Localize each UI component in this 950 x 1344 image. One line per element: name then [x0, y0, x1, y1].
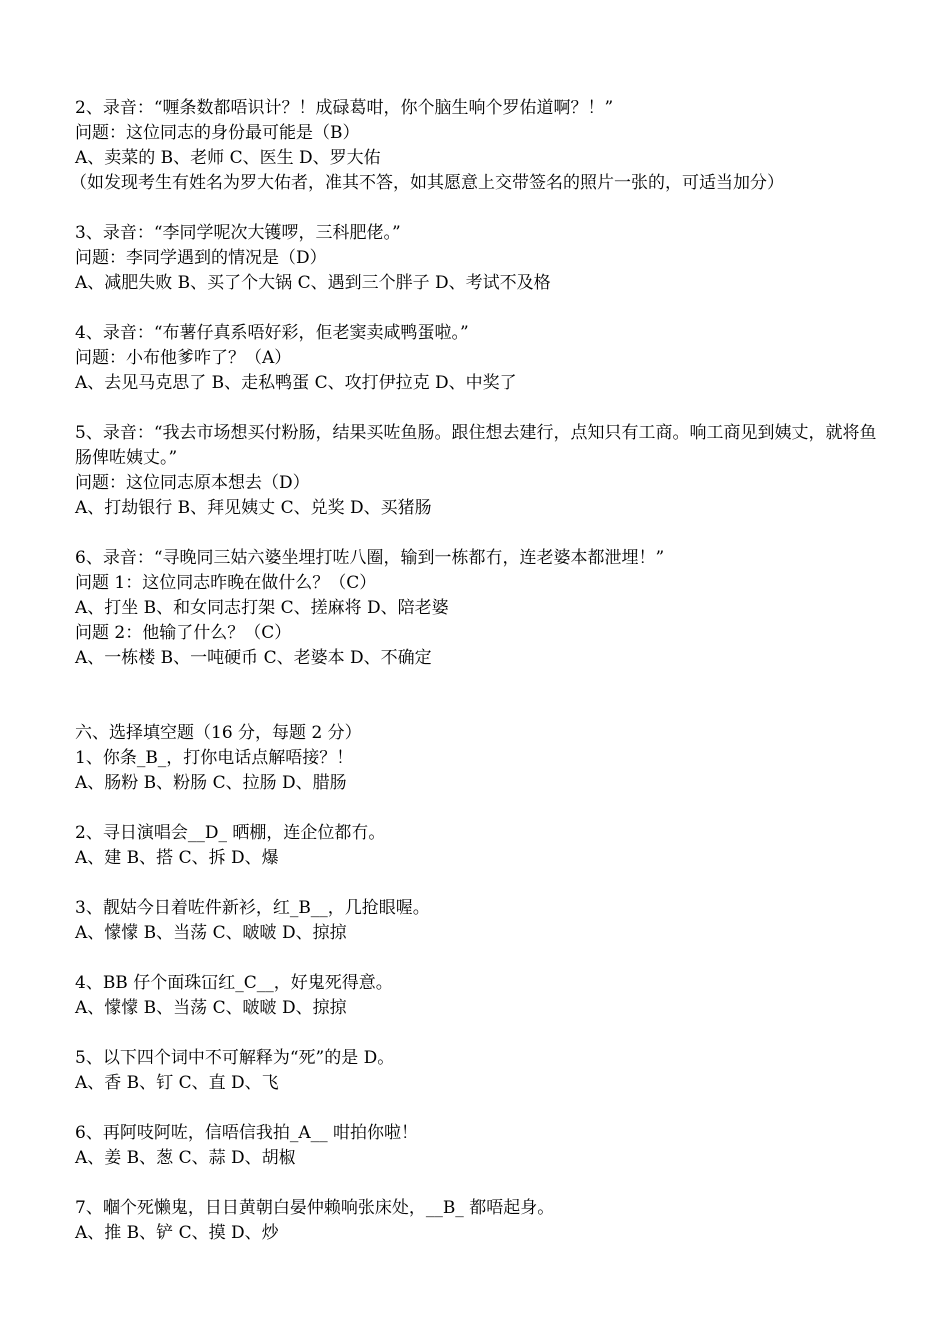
s6-q5: 5、以下四个词中不可解释为“死”的是 D。 [75, 1048, 395, 1068]
s6-q7: 7、嗰个死懒鬼，日日黄朝白晏仲赖响张床处，__B_ 都唔起身。 [75, 1198, 555, 1218]
spacer [75, 1021, 885, 1046]
spacer [75, 796, 885, 821]
s6-q2-options: A、建 B、搭 C、拆 D、爆 [75, 848, 279, 868]
spacer [75, 1096, 885, 1121]
q3-options: A、减肥失败 B、买了个大锅 C、遇到三个胖子 D、考试不及格 [75, 273, 551, 293]
spacer [75, 946, 885, 971]
q6-question-2: 问题 2：他输了什么？（C） [75, 623, 292, 643]
s6-q1: 1、你条_B_，打你电话点解唔接？！ [75, 748, 354, 768]
q6-options-2: A、一栋楼 B、一吨硬币 C、老婆本 D、不确定 [75, 648, 432, 668]
q5-question: 问题：这位同志原本想去（D） [75, 473, 310, 493]
q2-audio: 2、录音：“喱条数都唔识计？！成碌葛咁，你个脑生响个罗佑道啊？！” [75, 98, 614, 118]
s6-q3: 3、靓姑今日着咗件新衫，红_B__，几抢眼喔。 [75, 898, 430, 918]
spacer [75, 396, 885, 421]
q6-audio: 6、录音：“寻晚同三姑六婆坐埋打咗八圈，输到一栋都冇，连老婆本都泄埋！” [75, 548, 665, 568]
q3-question: 问题：李同学遇到的情况是（D） [75, 248, 327, 268]
section-6-title: 六、选择填空题（16 分，每题 2 分） [75, 723, 362, 743]
spacer [75, 671, 885, 721]
q4-question: 问题：小布他爹咋了？（A） [75, 348, 292, 368]
q5-options: A、打劫银行 B、拜见姨丈 C、兑奖 D、买猪肠 [75, 498, 432, 518]
q3-audio: 3、录音：“李同学呢次大镬啰，三科肥佬。” [75, 223, 401, 243]
spacer [75, 871, 885, 896]
q6-question-1: 问题 1：这位同志昨晚在做什么？（C） [75, 573, 377, 593]
document-page [70, 96, 885, 1246]
q2-options: A、卖菜的 B、老师 C、医生 D、罗大佑 [75, 148, 381, 168]
q5-audio: 5、录音：“我去市场想买付粉肠，结果买咗鱼肠。跟住想去建行，点知只有工商。响工商见到姨丈，就将鱼肠俾咗姨丈。” [75, 423, 877, 468]
q2-question: 问题：这位同志的身份最可能是（B） [75, 123, 360, 143]
s6-q4: 4、BB 仔个面珠冚红_C__，好鬼死得意。 [75, 973, 393, 993]
s6-q2: 2、寻日演唱会__D_ 晒棚，连企位都冇。 [75, 823, 386, 843]
s6-q5-options: A、香 B、钉 C、直 D、飞 [75, 1073, 279, 1093]
q4-options: A、去见马克思了 B、走私鸭蛋 C、攻打伊拉克 D、中奖了 [75, 373, 517, 393]
q6-options-1: A、打坐 B、和女同志打架 C、搓麻将 D、陪老婆 [75, 598, 449, 618]
spacer [75, 296, 885, 321]
spacer [75, 521, 885, 546]
s6-q3-options: A、懞懞 B、当荡 C、啵啵 D、掠掠 [75, 923, 347, 943]
s6-q6: 6、再阿吱阿咗，信唔信我拍_A__ 咁拍你啦！ [75, 1123, 418, 1143]
s6-q4-options: A、懞懞 B、当荡 C、啵啵 D、掠掠 [75, 998, 347, 1018]
s6-q7-options: A、推 B、铲 C、摸 D、炒 [75, 1223, 279, 1243]
q4-audio: 4、录音：“布薯仔真系唔好彩，佢老窦卖咸鸭蛋啦。” [75, 323, 469, 343]
spacer [75, 196, 885, 221]
spacer [75, 1171, 885, 1196]
q2-note: （如发现考生有姓名为罗大佑者，准其不答，如其愿意上交带签名的照片一张的，可适当加分） [70, 173, 784, 193]
s6-q6-options: A、姜 B、葱 C、蒜 D、胡椒 [75, 1148, 296, 1168]
s6-q1-options: A、肠粉 B、粉肠 C、拉肠 D、腊肠 [75, 773, 347, 793]
